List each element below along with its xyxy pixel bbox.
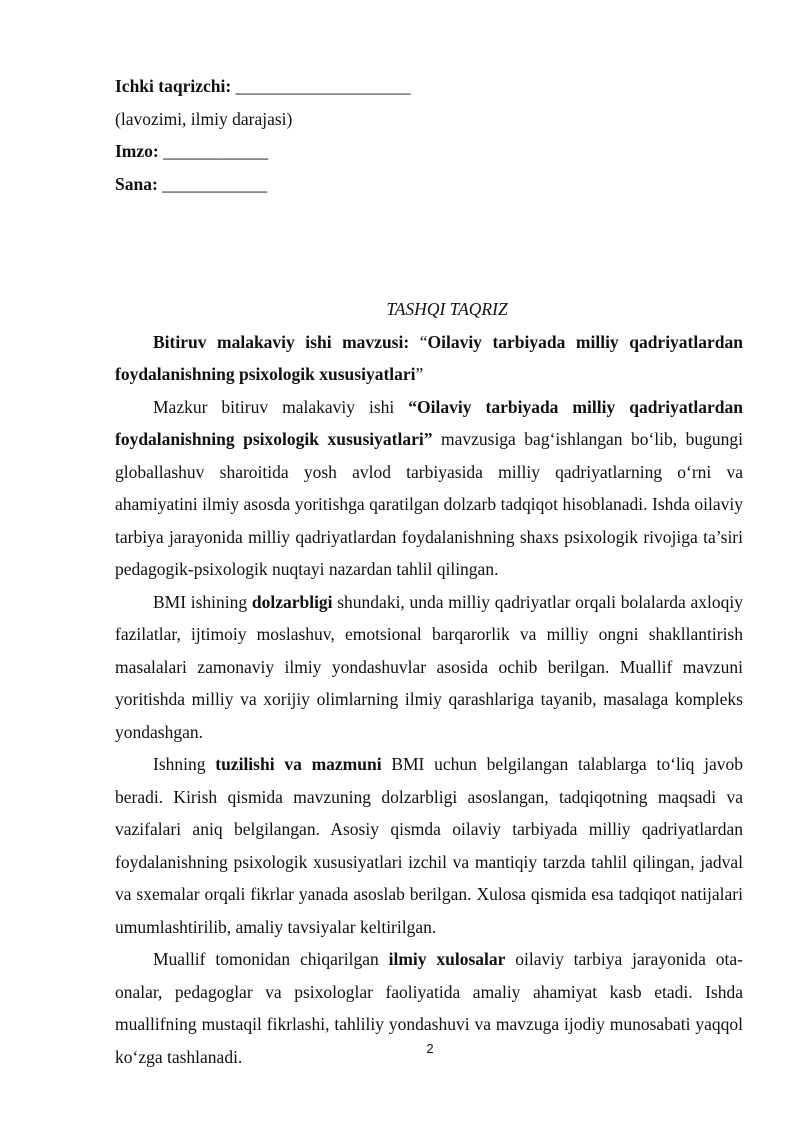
p3-bold-structure: tuzilishi va mazmuni xyxy=(215,754,382,774)
topic-close-quote: ” xyxy=(415,364,424,384)
p4-bold-conclusions: ilmiy xulosalar xyxy=(388,949,506,969)
p2-bold-relevance: dolzarbligi xyxy=(251,591,333,612)
date-field xyxy=(115,168,743,201)
p4-start: Muallif tomonidan chiqarilgan xyxy=(153,949,389,969)
p1-start: Mazkur bitiruv malakaviy ishi xyxy=(153,396,409,417)
internal-reviewer-field xyxy=(115,70,743,103)
document-page xyxy=(115,70,743,1073)
signature-field xyxy=(115,135,743,168)
review-paragraph-2 xyxy=(115,586,743,749)
topic-open-quote: “ xyxy=(409,331,428,352)
p1-end: mavzusiga bag‘ishlangan bo‘lib, bugungi globallashuv sharoitida yosh avlod tarbiyasida milliy qadriyatlarning o‘rni va ahamiyatini ilmiy asosda yoritishga qaratilgan dolzarb tadqiqot hisoblanadi. Ishda oilaviy tarbiya jarayonida milliy qadriyatlardan foydalanishning shaxs psixologik rivojiga ta’siri pedagogik-psixologik nuqtayi nazardan tahlil qilingan. xyxy=(115,429,743,579)
p3-start: Ishning xyxy=(153,754,216,774)
review-paragraph-3 xyxy=(115,748,743,943)
date-blank: ____________ xyxy=(157,173,268,194)
internal-reviewer-label: Ichki taqrizchi: xyxy=(115,76,232,96)
p2-end: shundaki, unda milliy qadriyatlar orqali bolalarda axloqiy fazilatlar, ijtimoiy moslashuv, emotsional barqarorlik va milliy ongni shakllantirish masalalari zamonaviy ilmiy yondashuvlar asosida ochib berilgan. Muallif mavzuni yoritishda milliy va xorijiy olimlarning ilmiy qarashlariga tayanib, masalaga kompleks yondashgan. xyxy=(115,591,743,742)
topic-text: Oilaviy tarbiyada milliy qadriyatlardan foydalanishning psixologik xususiyatlari xyxy=(115,331,743,384)
page-number: 2 xyxy=(426,1041,434,1056)
signature-label: Imzo: xyxy=(115,141,159,161)
p2-start: BMI ishining xyxy=(153,591,252,612)
section-spacer xyxy=(115,200,743,293)
position-note: (lavozimi, ilmiy darajasi) xyxy=(115,108,293,129)
review-paragraph-1 xyxy=(115,391,743,586)
topic-paragraph xyxy=(115,326,743,391)
external-review-title: TASHQI TAQRIZ xyxy=(386,299,508,319)
p3-end: BMI uchun belgilangan talablarga to‘liq javob beradi. Kirish qismida mavzuning dolzarbligi asoslangan, tadqiqotning maqsadi va vazifalari aniq belgilangan. Asosiy qismda oilaviy tarbiyada milliy qadriyatlardan foydalanishning psixologik xususiyatlari izchil va mantiqiy tarzda tahlil qilingan, jadval va sxemalar orqali fikrlar yanada asoslab berilgan. Xulosa qismida esa tadqiqot natijalari umumlashtirilib, amaliy tavsiyalar keltirilgan. xyxy=(115,754,743,937)
p4-end: oilaviy tarbiya jarayonida ota-onalar, pedagoglar va psixologlar faoliyatida amaliy ahamiyat kasb etadi. Ishda muallifning mustaqil fikrlashi, tahliliy yondashuvi va mavzuga ijodiy munosabati yaqqol ko‘zga tashlanadi. xyxy=(115,949,744,1067)
internal-reviewer-blank: ____________________ xyxy=(231,76,411,96)
date-label: Sana: xyxy=(115,173,158,194)
p1-bold-topic: “Oilaviy tarbiyada milliy qadriyatlardan foydalanishning psixologik xususiyatlari” xyxy=(115,396,743,449)
signature-blank: ____________ xyxy=(158,141,269,161)
topic-label: Bitiruv malakaviy ishi mavzusi: xyxy=(153,331,410,352)
